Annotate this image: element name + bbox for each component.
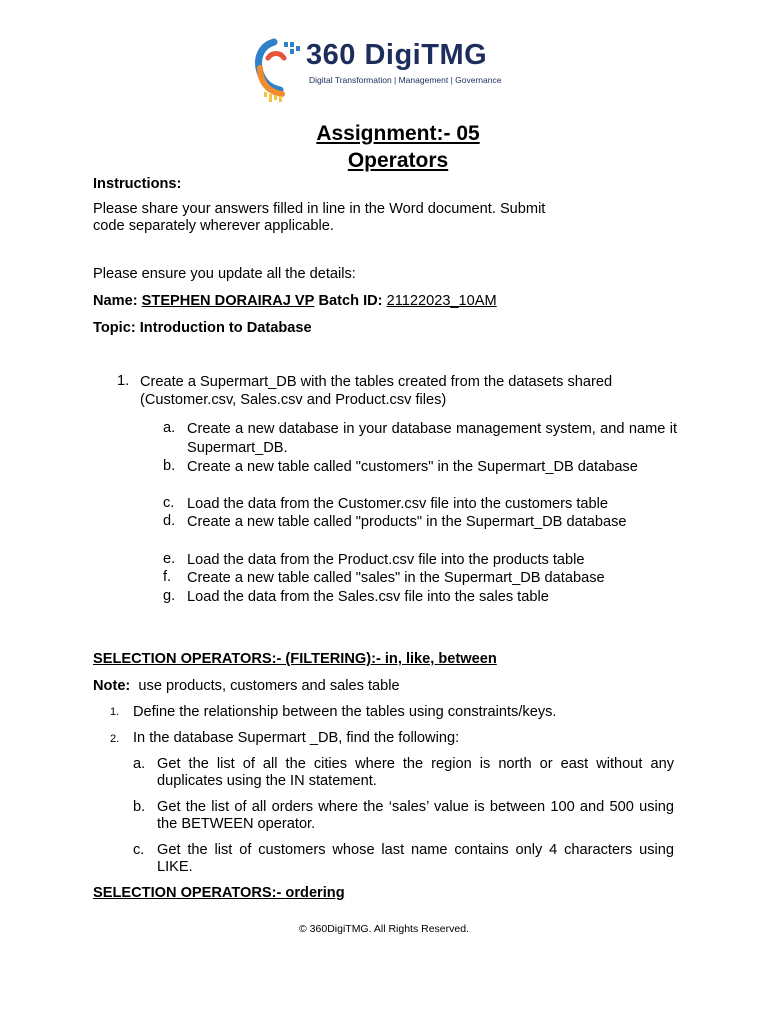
- instructions-line-2: code separately wherever applicable.: [93, 218, 334, 234]
- task-1c-text: Load the data from the Customer.csv file into the customers table: [187, 496, 609, 512]
- batch-value: 21122023_10AM: [386, 293, 497, 309]
- task-1a-label: a.: [163, 420, 176, 436]
- task-1g-label: g.: [163, 588, 176, 604]
- instructions-heading: Instructions:: [93, 176, 182, 192]
- task-1-number: 1.: [117, 373, 130, 389]
- task-1-line-2: (Customer.csv, Sales.csv and Product.csv files): [140, 392, 447, 408]
- task-1e-text: Load the data from the Product.csv file into the products table: [187, 552, 585, 568]
- question-2-number: 2.: [110, 733, 120, 745]
- name-label: Name:: [93, 293, 138, 309]
- logo-mark-icon: [254, 38, 306, 104]
- question-2b-text: Get the list of all orders where the ‘sales’ value is between 100 and 500 using the BETWEEN operator.: [157, 799, 674, 832]
- selection-filtering-heading: SELECTION OPERATORS:- (FILTERING):- in, like, between: [93, 651, 497, 667]
- note-label: Note:: [93, 678, 131, 694]
- logo-tagline: Digital Transformation | Management | Governance: [309, 75, 502, 85]
- question-2b-label: b.: [133, 799, 146, 815]
- question-2c-text: Get the list of customers whose last name contains only 4 characters using LIKE.: [157, 842, 674, 875]
- task-1d-text: Create a new table called "products" in the Supermart_DB database: [187, 514, 627, 530]
- question-1-number: 1.: [110, 706, 120, 718]
- instructions-line-1: Please share your answers filled in line in the Word document. Submit: [93, 201, 546, 217]
- task-1-line-1: Create a Supermart_DB with the tables created from the datasets shared: [140, 374, 613, 390]
- task-1c-label: c.: [163, 495, 175, 511]
- company-logo: [254, 38, 514, 104]
- details-line: [93, 292, 567, 310]
- task-1f-text: Create a new table called "sales" in the Supermart_DB database: [187, 570, 605, 586]
- question-1-text: Define the relationship between the tables using constraints/keys.: [133, 704, 557, 720]
- assignment-subtitle: Operators: [347, 149, 449, 172]
- note-text: use products, customers and sales table: [138, 678, 400, 694]
- task-1e-label: e.: [163, 551, 176, 567]
- topic-line: Topic: Introduction to Database: [93, 320, 312, 336]
- question-2c-label: c.: [133, 842, 145, 858]
- task-1f-label: f.: [163, 569, 172, 585]
- batch-label: Batch ID:: [318, 293, 383, 309]
- note-line: [93, 677, 400, 695]
- selection-ordering-heading: SELECTION OPERATORS:- ordering: [93, 885, 345, 901]
- footer-copyright: © 360DigiTMG. All Rights Reserved.: [299, 923, 469, 935]
- task-1d-label: d.: [163, 513, 176, 529]
- name-value: STEPHEN DORAIRAJ VP: [141, 293, 315, 309]
- assignment-title: Assignment:- 05: [316, 122, 480, 145]
- task-1a-text: Create a new database in your database management system, and name it Supermart_DB.: [187, 421, 677, 456]
- task-1g-text: Load the data from the Sales.csv file into the sales table: [187, 589, 549, 605]
- task-1b-text: Create a new table called "customers" in the Supermart_DB database: [187, 459, 638, 475]
- question-2a-label: a.: [133, 756, 146, 772]
- question-2a-text: Get the list of all the cities where the region is north or east without any duplicates using the IN statement.: [157, 756, 674, 789]
- question-2-text: In the database Supermart _DB, find the following:: [133, 730, 460, 746]
- logo-wordmark: 360 DigiTMG: [306, 39, 488, 71]
- update-details-text: Please ensure you update all the details:: [93, 266, 356, 282]
- task-1b-label: b.: [163, 458, 176, 474]
